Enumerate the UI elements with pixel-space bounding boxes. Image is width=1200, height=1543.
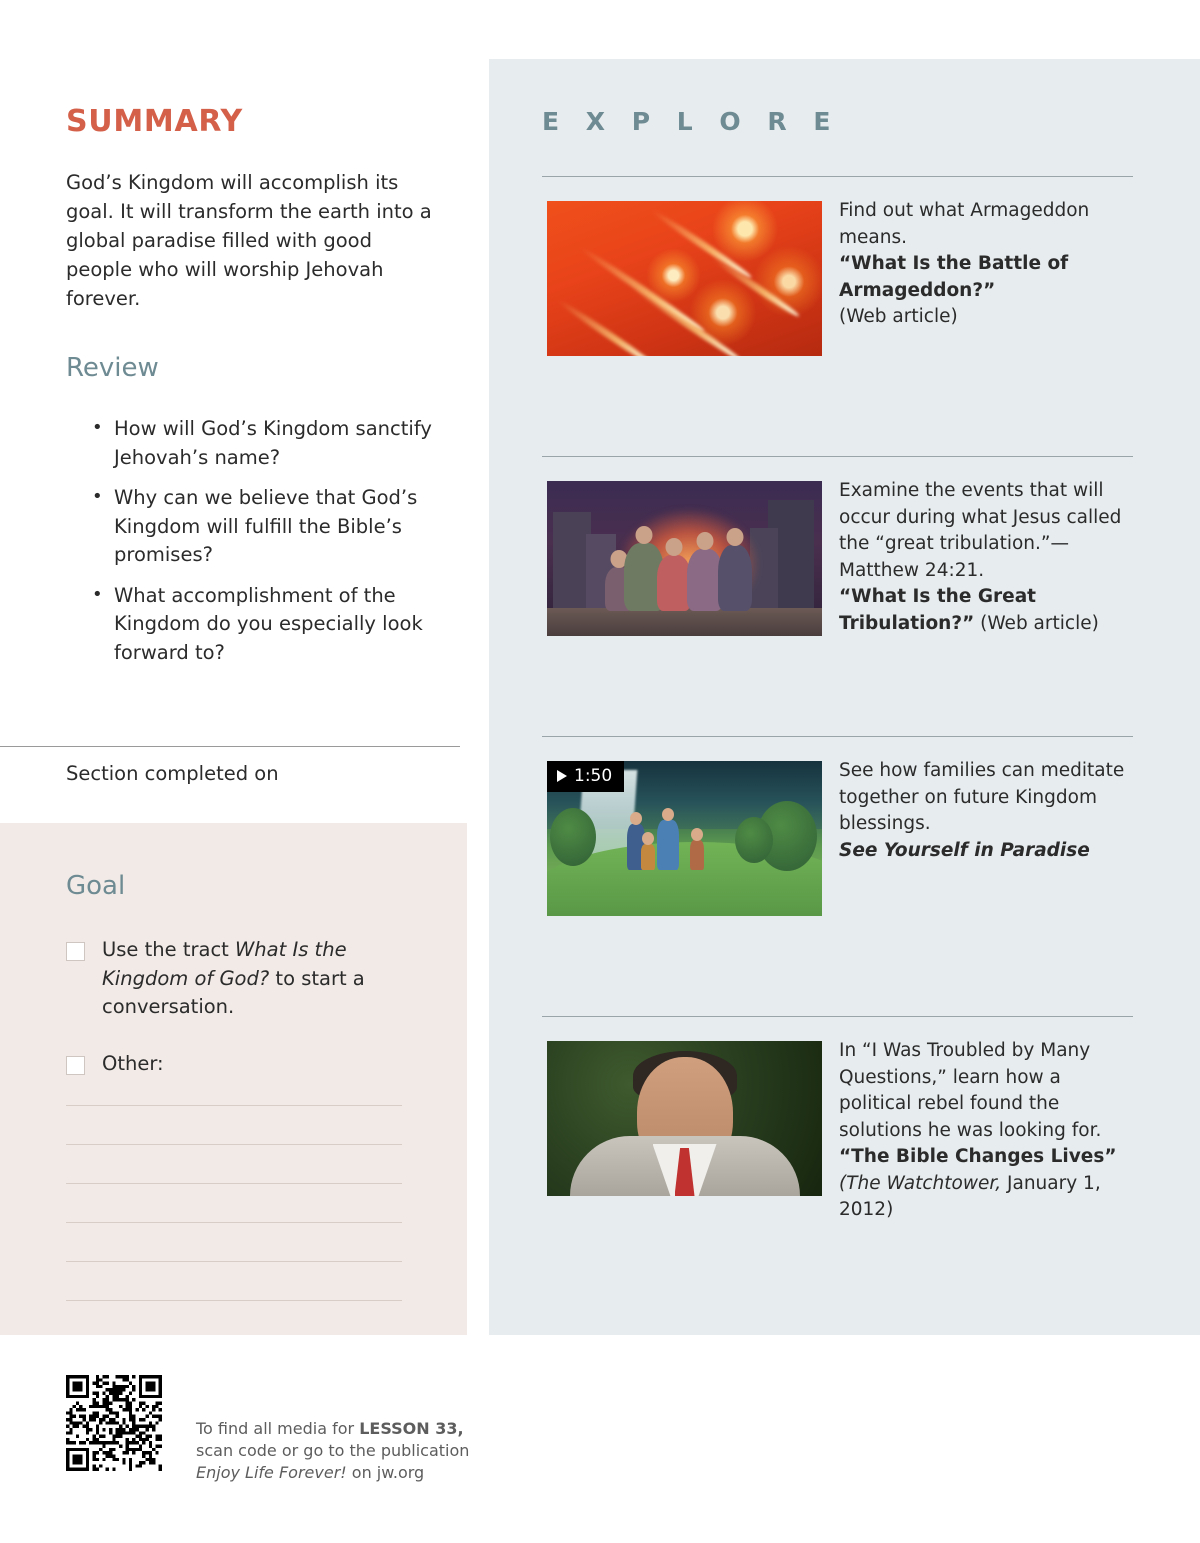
great-tribulation-artwork xyxy=(547,481,822,636)
tract-title: What Is the Kingdom of God? xyxy=(102,938,347,990)
goal-item-tract[interactable] xyxy=(66,936,406,1022)
review-heading: Review xyxy=(66,353,159,383)
row-title[interactable]: “What Is the Battle of Armageddon?” xyxy=(839,253,1069,301)
video-duration: 1:50 xyxy=(574,766,613,786)
writing-line[interactable] xyxy=(66,1261,402,1262)
qr-code[interactable] xyxy=(66,1375,162,1471)
row-source-date: January 1, 2012) xyxy=(839,1172,1101,1220)
row-title[interactable]: “What Is the Great Tribulation?” xyxy=(839,586,1037,634)
section-completed-label: Section completed on xyxy=(66,762,279,785)
row-source: (Web article) xyxy=(974,612,1099,634)
row-divider xyxy=(542,1016,1133,1017)
lesson-number: LESSON 33, xyxy=(359,1419,464,1438)
row-title[interactable]: “The Bible Changes Lives” xyxy=(839,1146,1117,1167)
row-intro: Find out what Armageddon means. xyxy=(839,200,1090,248)
explore-row-text xyxy=(839,758,1139,864)
explore-row-text xyxy=(839,478,1139,637)
goal-item-tract-label: Use the tract What Is the Kingdom of God? to start a conversation. xyxy=(102,938,365,1018)
summary-heading: SUMMARY xyxy=(66,104,243,139)
row-intro: In “I Was Troubled by Many Questions,” learn how a political rebel found the solutions he was looking for. xyxy=(839,1040,1102,1141)
meteors-image[interactable] xyxy=(547,201,822,356)
section-divider xyxy=(0,746,460,747)
footer-note: To find all media for LESSON 33, scan code or go to the publication Enjoy Life Forever! on jw.org xyxy=(196,1419,470,1482)
goal-item-other-label: Other: xyxy=(102,1052,164,1075)
review-question: • Why can we believe that God’s Kingdom will fulfill the Bible’s promises? xyxy=(86,484,471,570)
row-divider xyxy=(542,456,1133,457)
goal-heading: Goal xyxy=(66,871,126,901)
writing-line[interactable] xyxy=(66,1183,402,1184)
review-question: • How will God’s Kingdom sanctify Jehovah’s name? xyxy=(86,415,471,472)
goal-writing-lines[interactable] xyxy=(66,1105,402,1339)
writing-line[interactable] xyxy=(66,1105,402,1106)
explore-row-text xyxy=(839,1038,1139,1224)
great-tribulation-image[interactable] xyxy=(547,481,822,636)
row-title[interactable]: See Yourself in Paradise xyxy=(839,839,1090,861)
meteors-artwork xyxy=(547,201,822,356)
publication-title: Enjoy Life Forever! xyxy=(196,1463,347,1482)
row-divider xyxy=(542,176,1133,177)
row-divider xyxy=(542,736,1133,737)
writing-line[interactable] xyxy=(66,1300,402,1301)
goal-checkbox-other[interactable] xyxy=(66,1056,85,1075)
row-intro: See how families can meditate together on future Kingdom blessings. xyxy=(839,760,1125,834)
goal-checkbox-tract[interactable] xyxy=(66,942,85,961)
explore-heading: E X P L O R E xyxy=(542,107,840,136)
video-duration-badge[interactable] xyxy=(547,761,624,792)
review-question: • What accomplishment of the Kingdom do you especially look forward to? xyxy=(86,582,471,668)
row-source: (Web article) xyxy=(839,306,958,327)
row-intro: Examine the events that will occur during what Jesus called the “great tribulation.”—Matthew 24:21. xyxy=(839,480,1122,581)
qr-code-canvas[interactable] xyxy=(66,1375,162,1471)
writing-line[interactable] xyxy=(66,1144,402,1145)
row-source-publication: (The Watchtower, xyxy=(839,1172,1002,1194)
paradise-video-thumbnail[interactable] xyxy=(547,761,822,916)
man-portrait-image[interactable] xyxy=(547,1041,822,1196)
man-portrait-artwork xyxy=(547,1041,822,1196)
writing-line[interactable] xyxy=(66,1222,402,1223)
explore-row-text xyxy=(839,198,1139,331)
play-icon xyxy=(557,770,567,782)
summary-body: God’s Kingdom will accomplish its goal. It will transform the earth into a global paradise filled with good people who will worship Jehovah forever. xyxy=(66,171,432,310)
goal-item-other[interactable] xyxy=(66,1050,406,1079)
review-question-list xyxy=(86,415,471,679)
